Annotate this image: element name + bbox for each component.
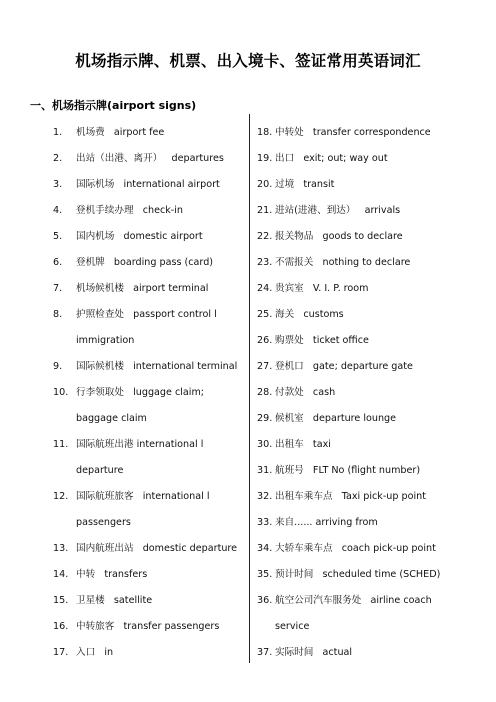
column-divider (249, 114, 250, 663)
item-number: 21. (257, 205, 273, 216)
list-item (53, 120, 249, 146)
item-number: 8. (53, 309, 63, 320)
item-text: 卫星楼 satellite (76, 595, 153, 606)
list-item (53, 406, 249, 432)
item-number: 28. (257, 387, 273, 398)
item-text: 贵宾室 V. I. P. room (275, 283, 369, 294)
list-item (53, 458, 249, 484)
item-number (53, 510, 76, 536)
list-item (53, 588, 249, 614)
list-item (257, 224, 469, 250)
item-number: 5. (53, 231, 63, 242)
item-text: 国内机场 domestic airport (76, 231, 203, 242)
list-item (53, 302, 249, 328)
item-text: 购票处 ticket office (275, 335, 369, 346)
item-number: 4. (53, 205, 63, 216)
list-item (257, 536, 469, 562)
list-item (53, 146, 249, 172)
item-text: 预计时间 scheduled time (SCHED) (275, 569, 441, 580)
list-item (257, 250, 469, 276)
item-text: 大轿车乘车点 coach pick-up point (275, 543, 436, 554)
item-number: 18. (257, 127, 273, 138)
list-item (53, 484, 249, 510)
item-text: 付款处 cash (275, 387, 336, 398)
item-number: 37. (257, 647, 273, 658)
list-item (53, 432, 249, 458)
item-number: 2. (53, 153, 63, 164)
list-item (257, 406, 469, 432)
item-number: 15. (53, 595, 69, 606)
item-number: 6. (53, 257, 63, 268)
list-item (53, 562, 249, 588)
list-item (257, 614, 469, 640)
item-number: 29. (257, 413, 273, 424)
list-item (53, 250, 249, 276)
item-text: baggage claim (76, 413, 147, 424)
list-item (257, 484, 469, 510)
item-text: 候机室 departure lounge (275, 413, 397, 424)
item-text: passengers (76, 517, 131, 528)
item-number: 35. (257, 569, 273, 580)
item-text: 护照检查处 passport control l (76, 309, 217, 320)
item-text: 出租车乘车点 Taxi pick-up point (275, 491, 426, 502)
list-item (53, 354, 249, 380)
item-number: 26. (257, 335, 273, 346)
list-item (257, 640, 469, 666)
item-text: 国际航班出港 international l (76, 439, 204, 450)
left-term-list (53, 120, 249, 666)
list-item (257, 120, 469, 146)
list-item (257, 302, 469, 328)
item-number: 12. (53, 491, 69, 502)
item-text: 国内航班出站 domestic departure (76, 543, 238, 554)
list-item (257, 562, 469, 588)
item-text: departure (76, 465, 124, 476)
item-text: 出口 exit; out; way out (275, 153, 388, 164)
item-text: 过境 transit (275, 179, 335, 190)
item-text: 航空公司汽车服务处 airline coach (275, 595, 432, 606)
list-item (53, 640, 249, 666)
item-text: immigration (76, 335, 135, 346)
item-text: 登机口 gate; departure gate (275, 361, 413, 372)
item-text: 海关 customs (275, 309, 344, 320)
list-item (257, 458, 469, 484)
item-number: 25. (257, 309, 273, 320)
item-number (257, 614, 275, 640)
item-number: 32. (257, 491, 273, 502)
item-number: 23. (257, 257, 273, 268)
item-number: 34. (257, 543, 273, 554)
item-number (53, 458, 76, 484)
item-text: 进站(进港、到达） arrivals (275, 205, 401, 216)
item-text: 中转处 transfer correspondence (275, 127, 431, 138)
item-number: 7. (53, 283, 63, 294)
item-number: 1. (53, 127, 63, 138)
item-text: 机场候机楼 airport terminal (76, 283, 209, 294)
section-heading: 一、机场指示牌(airport signs) (30, 99, 197, 112)
list-item (53, 198, 249, 224)
list-item (53, 380, 249, 406)
list-item (53, 276, 249, 302)
item-number: 16. (53, 621, 69, 632)
list-item (257, 510, 469, 536)
list-item (53, 172, 249, 198)
item-text: 行李领取处 luggage claim; (76, 387, 205, 398)
list-item (257, 380, 469, 406)
list-item (257, 276, 469, 302)
list-item (53, 614, 249, 640)
item-number: 31. (257, 465, 273, 476)
item-number: 17. (53, 647, 69, 658)
item-text: service (275, 621, 310, 632)
item-number: 10. (53, 387, 69, 398)
document-title: 机场指示牌、机票、出入境卡、签证常用英语词汇 (75, 52, 421, 70)
item-number (53, 406, 76, 432)
item-text: 出站（出港、离开） departures (76, 153, 224, 164)
item-number: 11. (53, 439, 69, 450)
item-text: 国际航班旅客 international l (76, 491, 210, 502)
item-text: 中转 transfers (76, 569, 148, 580)
item-number: 14. (53, 569, 69, 580)
item-text: 国际候机楼 international terminal (76, 361, 238, 372)
item-text: 报关物品 goods to declare (275, 231, 403, 242)
item-number: 3. (53, 179, 63, 190)
item-text: 不需报关 nothing to declare (275, 257, 411, 268)
item-number: 9. (53, 361, 63, 372)
list-item (257, 328, 469, 354)
item-number: 36. (257, 595, 273, 606)
list-item (257, 432, 469, 458)
item-text: 入口 in (76, 647, 114, 658)
item-number: 13. (53, 543, 69, 554)
list-item (257, 354, 469, 380)
list-item (53, 328, 249, 354)
item-number (53, 328, 76, 354)
right-term-list (257, 120, 469, 666)
list-item (53, 510, 249, 536)
item-text: 来自...... arriving from (275, 517, 378, 528)
list-item (257, 588, 469, 614)
list-item (257, 146, 469, 172)
item-text: 实际时间 actual (275, 647, 353, 658)
item-text: 登机手续办理 check-in (76, 205, 184, 216)
item-number: 30. (257, 439, 273, 450)
list-item (53, 224, 249, 250)
list-item (53, 536, 249, 562)
item-text: 国际机场 international airport (76, 179, 220, 190)
item-number: 20. (257, 179, 273, 190)
list-item (257, 198, 469, 224)
item-number: 22. (257, 231, 273, 242)
item-text: 出租车 taxi (275, 439, 331, 450)
item-text: 中转旅客 transfer passengers (76, 621, 220, 632)
item-number: 27. (257, 361, 273, 372)
item-text: 登机牌 boarding pass (card) (76, 257, 214, 268)
item-text: 航班号 FLT No (flight number) (275, 465, 421, 476)
item-number: 33. (257, 517, 273, 528)
item-number: 24. (257, 283, 273, 294)
item-text: 机场费 airport fee (76, 127, 165, 138)
list-item (257, 172, 469, 198)
item-number: 19. (257, 153, 273, 164)
